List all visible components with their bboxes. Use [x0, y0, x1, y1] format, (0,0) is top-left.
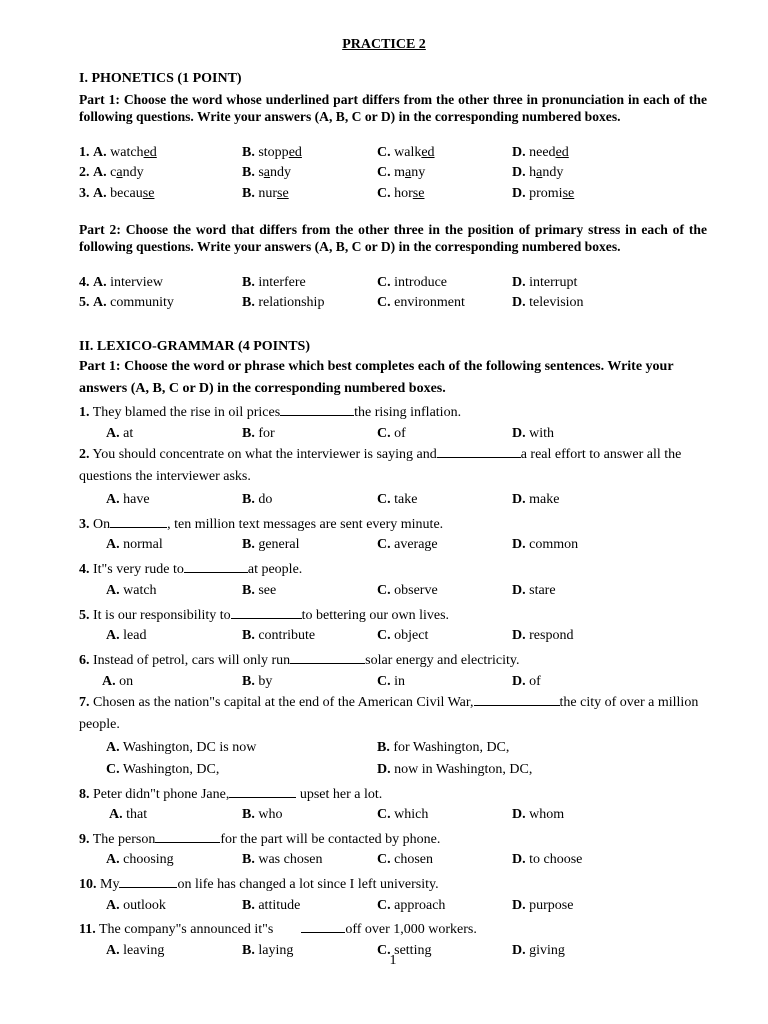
option-c: C. introduce: [377, 275, 447, 290]
question-stem: 7. Chosen as the nation"s capital at the end of the American Civil War, the city of over a million people.: [79, 692, 707, 736]
option-a: A. at: [106, 426, 134, 441]
option-c: C. of: [377, 426, 406, 441]
question-stem: 10. My on life has changed a lot since I left university.: [79, 874, 439, 893]
option-a: A. have: [106, 492, 150, 507]
option-b: B. nurse: [242, 186, 289, 201]
option-c: C. many: [377, 165, 426, 180]
option-d: D. common: [512, 537, 579, 552]
answer-blank: [437, 444, 521, 458]
option-c: C. approach: [377, 898, 446, 913]
option-d: D. make: [512, 492, 560, 507]
option-d: D. television: [512, 295, 584, 310]
option-d: D. now in Washington, DC,: [377, 762, 533, 777]
answer-blank: [231, 605, 302, 619]
option-b: B. was chosen: [242, 852, 323, 867]
option-a: A. outlook: [106, 898, 166, 913]
phonetics-part2-instruction: Part 2: Choose the word that differs from the other three in the position of primary stress in each of the following questions. Write your answers (A, B, C or D) in the corresponding numbered boxes.: [79, 222, 707, 254]
option-d: D. of: [512, 674, 541, 689]
option-a: A. lead: [106, 628, 147, 643]
option-b: B. sandy: [242, 165, 292, 180]
option-b: B. for Washington, DC,: [377, 740, 510, 755]
option-a: A. that: [109, 807, 148, 822]
option-d: D. interrupt: [512, 275, 578, 290]
option-c: C. environment: [377, 295, 465, 310]
option-b: B. contribute: [242, 628, 316, 643]
option-a: A. leaving: [106, 943, 165, 958]
option-d: D. handy: [512, 165, 564, 180]
option-c: C. walked: [377, 145, 435, 160]
lexico-part1-instruction: Part 1: Choose the word or phrase which best completes each of the following sentences. Write your answers (A, B, C or D) in the corresponding numbered boxes.: [79, 359, 674, 396]
option-c: C. average: [377, 537, 438, 552]
option-d: D. with: [512, 426, 555, 441]
question-row: 1. A. watched: [79, 145, 157, 160]
section-phonetics-heading: I. PHONETICS (1 POINT): [79, 71, 242, 86]
option-c: C. object: [377, 628, 429, 643]
option-b: B. do: [242, 492, 273, 507]
option-b: B. laying: [242, 943, 294, 958]
page-number: 1: [389, 953, 397, 968]
question-row: 3. A. because: [79, 186, 155, 201]
section-lexico-heading: II. LEXICO-GRAMMAR (4 POINTS): [79, 339, 310, 354]
answer-blank: [301, 919, 345, 933]
question-stem: 11. The company"s announced it"s off over 1,000 workers.: [79, 919, 477, 938]
option-b: B. who: [242, 807, 283, 822]
question-stem: 2. You should concentrate on what the interviewer is saying and a real effort to answer all the questions the interviewer asks.: [79, 444, 707, 488]
option-c: C. horse: [377, 186, 425, 201]
answer-blank: [474, 692, 560, 706]
answer-blank: [110, 514, 167, 528]
question-stem: 5. It is our responsibility to to bettering our own lives.: [79, 605, 449, 624]
option-a: A. normal: [106, 537, 163, 552]
option-c: C. which: [377, 807, 429, 822]
question-stem: 9. The person for the part will be contacted by phone.: [79, 829, 440, 848]
answer-blank: [119, 874, 177, 888]
question-stem: 3. On , ten million text messages are sent every minute.: [79, 514, 443, 533]
question-row: 5. A. community: [79, 295, 174, 310]
option-d: D. promise: [512, 186, 575, 201]
phonetics-part1-instruction: Part 1: Choose the word whose underlined part differs from the other three in pronunciation in each of the following questions. Write your answers (A, B, C or D) in the corresponding numbered boxes.: [79, 92, 707, 124]
page-title: PRACTICE 2: [342, 37, 426, 52]
option-b: B. see: [242, 583, 277, 598]
option-a: A. Washington, DC is now: [106, 740, 257, 755]
option-b: B. interfere: [242, 275, 306, 290]
option-a: A. watch: [106, 583, 157, 598]
option-b: B. for: [242, 426, 275, 441]
question-stem: 4. It"s very rude to at people.: [79, 559, 302, 578]
answer-blank: [229, 784, 296, 798]
option-c: C. in: [377, 674, 406, 689]
option-b: B. by: [242, 674, 273, 689]
question-row: 2. A. candy: [79, 165, 144, 180]
question-row: 4. A. interview: [79, 275, 163, 290]
answer-blank: [290, 650, 365, 664]
option-c: C. chosen: [377, 852, 434, 867]
option-d: D. whom: [512, 807, 565, 822]
option-d: D. purpose: [512, 898, 574, 913]
option-d: D. giving: [512, 943, 565, 958]
answer-blank: [155, 829, 220, 843]
option-d: D. stare: [512, 583, 556, 598]
answer-blank: [280, 402, 354, 416]
option-c: C. Washington, DC,: [106, 762, 220, 777]
question-stem: 6. Instead of petrol, cars will only run solar energy and electricity.: [79, 650, 519, 669]
option-a: A. choosing: [106, 852, 174, 867]
option-d: D. to choose: [512, 852, 583, 867]
option-c: C. observe: [377, 583, 438, 598]
option-c: C. setting: [377, 943, 432, 958]
option-d: D. needed: [512, 145, 569, 160]
question-stem: 1. They blamed the rise in oil prices the rising inflation.: [79, 402, 461, 421]
answer-blank: [184, 559, 248, 573]
option-d: D. respond: [512, 628, 574, 643]
option-b: B. attitude: [242, 898, 301, 913]
option-c: C. take: [377, 492, 418, 507]
option-b: B. relationship: [242, 295, 325, 310]
question-stem: 8. Peter didn"t phone Jane, upset her a lot.: [79, 784, 382, 803]
option-b: B. stopped: [242, 145, 302, 160]
option-a: A. on: [102, 674, 134, 689]
option-b: B. general: [242, 537, 300, 552]
